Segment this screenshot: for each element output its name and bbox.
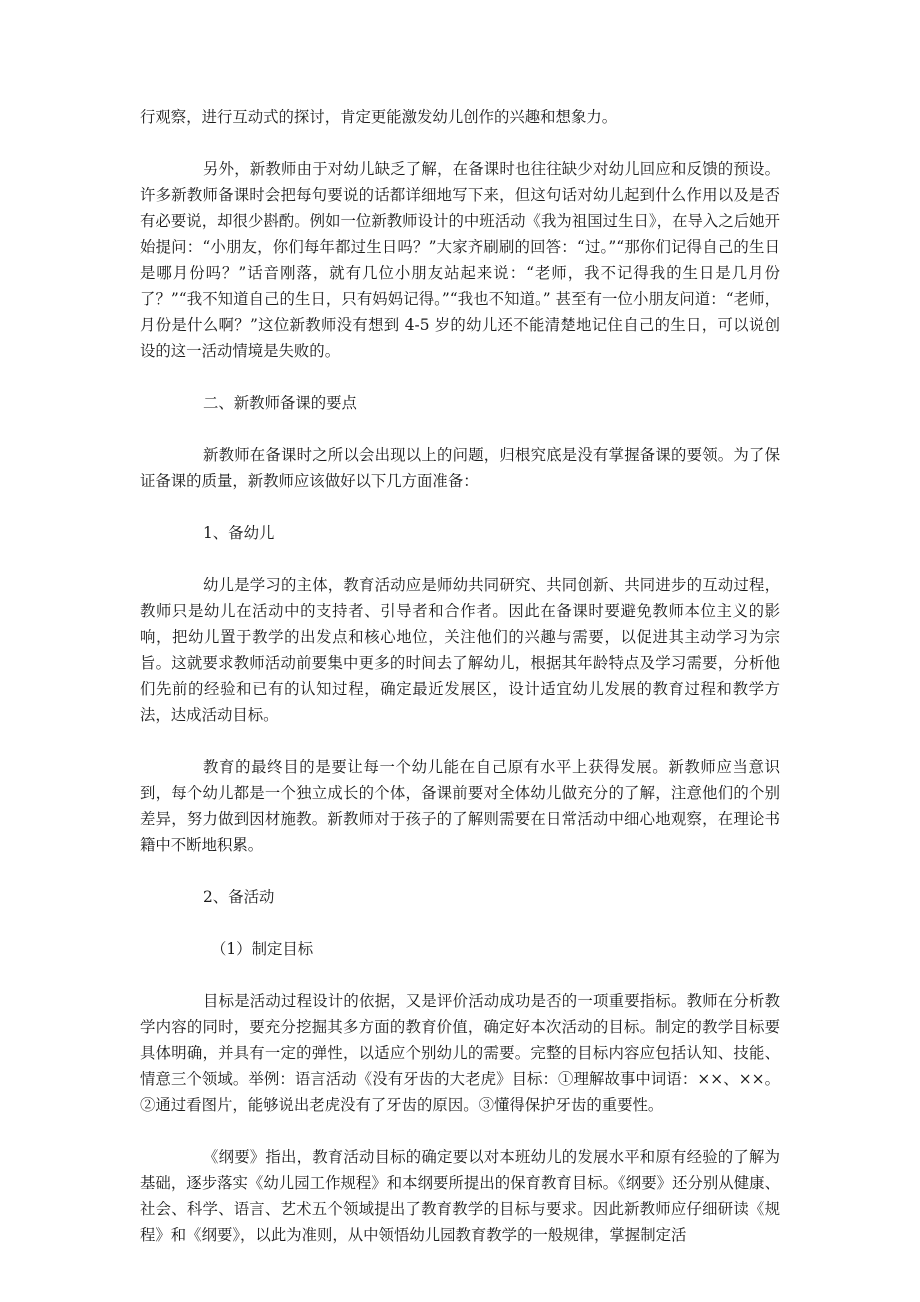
- document-body: [140, 104, 780, 1274]
- section-heading-lesson-prep-points: 二、新教师备课的要点: [203, 394, 357, 412]
- subheading-set-goals: （1）制定目标: [211, 940, 314, 958]
- subheading-prepare-children: 1、备幼儿: [203, 524, 275, 542]
- paragraph-new-teacher-feedback: 另外，新教师由于对幼儿缺乏了解，在备课时也往往缺少对幼儿回应和反馈的预设。许多新教师备课时会把每句要说的话都详细地写下来，但这句话对幼儿起到什么作用以及是否有必要说，却很少斟酌。例如一位新教师设计的中班活动《我为祖国过生日》，在导入之后她开始提问：“小朋友，你们每年都过生日吗？”大家齐刷刷的回答：“过。”“那你们记得自己的生日是哪月份吗？”话音刚落，就有几位小朋友站起来说：“老师，我不记得我的生日是几月份了？”“我不知道自己的生日，只有妈妈记得。”“我也不知道。” 甚至有一位小朋友问道：“老师，月份是什么啊？”这位新教师没有想到 4-5 岁的幼儿还不能清楚地记住自己的生日，可以说创设的这一活动情境是失败的。: [140, 160, 780, 360]
- paragraph-goals-basis: 目标是活动过程设计的依据，又是评价活动成功是否的一项重要指标。教师在分析教学内容的同时，要充分挖掘其多方面的教育价值，确定好本次活动的目标。制定的教学目标要具体明确，并具有一定的弹性，以适应个别幼儿的需要。完整的目标内容应包括认知、技能、情意三个领域。举例：语言活动《没有牙齿的大老虎》目标：①理解故事中词语：××、××。②通过看图片，能够说出老虎没有了牙齿的原因。③懂得保护牙齿的重要性。: [140, 992, 780, 1114]
- paragraph-children-subject: 幼儿是学习的主体，教育活动应是师幼共同研究、共同创新、共同进步的互动过程，教师只是幼儿在活动中的支持者、引导者和合作者。因此在备课时要避免教师本位主义的影响，把幼儿置于教学的出发点和核心地位，关注他们的兴趣与需要，以促进其主动学习为宗旨。这就要求教师活动前要集中更多的时间去了解幼儿，根据其年龄特点及学习需要，分析他们先前的经验和已有的认知过程，确定最近发展区，设计适宜幼儿发展的教育过程和教学方法，达成活动目标。: [140, 576, 780, 724]
- paragraph-education-goal: 教育的最终目的是要让每一个幼儿能在自己原有水平上获得发展。新教师应当意识到，每个幼儿都是一个独立成长的个体，备课前要对全体幼儿做充分的了解，注意他们的个别差异，努力做到因材施教。新教师对于孩子的了解则需要在日常活动中细心地观察，在理论书籍中不断地积累。: [140, 758, 780, 854]
- paragraph-outline-guidance: 《纲要》指出，教育活动目标的确定要以对本班幼儿的发展水平和原有经验的了解为基础，逐步落实《幼儿园工作规程》和本纲要所提出的保育教育目标。《纲要》还分别从健康、社会、科学、语言、艺术五个领域提出了教育教学的目标与要求。因此新教师应仔细研读《规程》和《纲要》，以此为准则，从中领悟幼儿园教育教学的一般规律，掌握制定活: [140, 1148, 780, 1244]
- paragraph-continuation: 行观察，进行互动式的探讨，肯定更能激发幼儿创作的兴趣和想象力。: [140, 108, 618, 126]
- subheading-prepare-activity: 2、备活动: [203, 888, 275, 906]
- paragraph-prep-intro: 新教师在备课时之所以会出现以上的问题，归根究底是没有掌握备课的要领。为了保证备课的质量，新教师应该做好以下几方面准备：: [140, 446, 780, 490]
